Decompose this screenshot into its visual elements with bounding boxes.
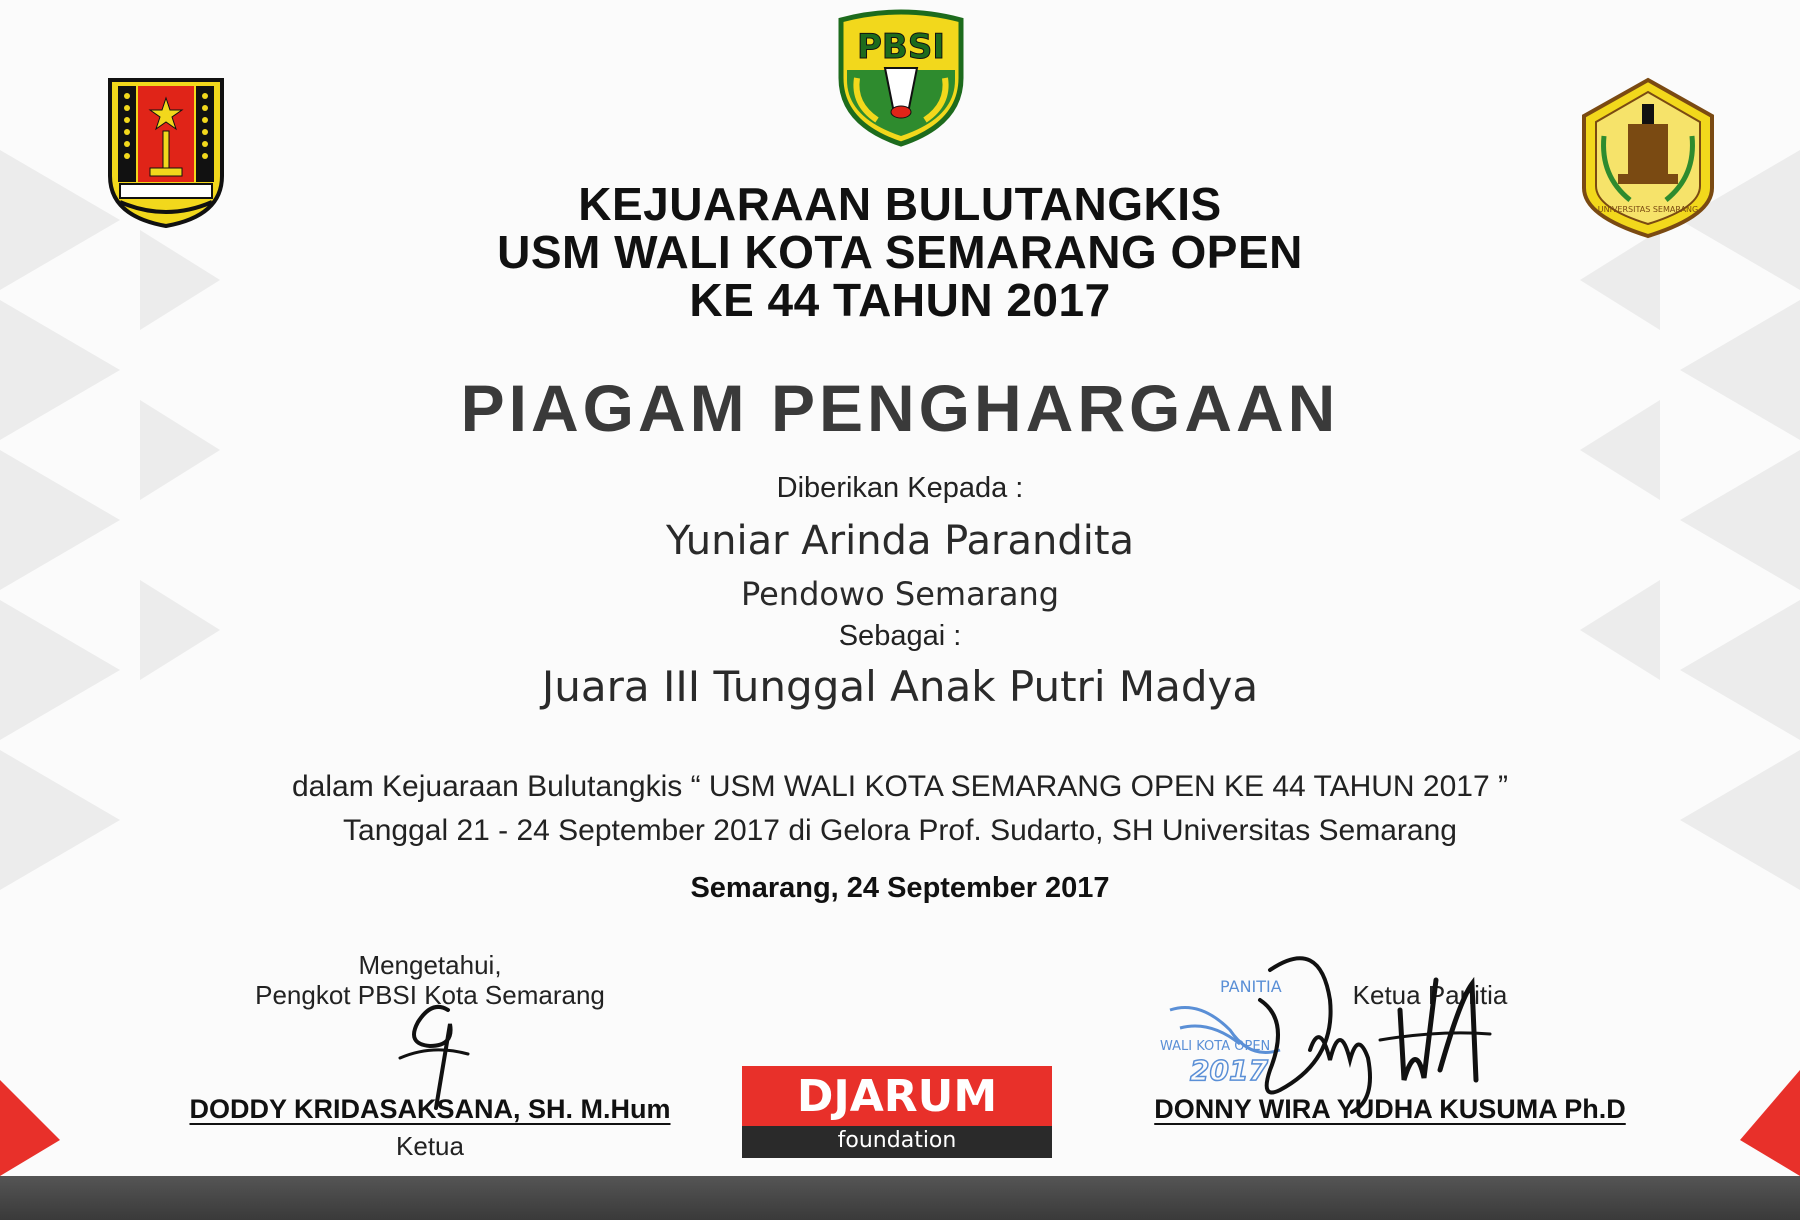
as-label: Sebagai :	[838, 620, 962, 652]
stamp-text-year: 2017	[1190, 1054, 1268, 1087]
left-signatory-role: Ketua	[396, 1131, 464, 1161]
left-signatory-caption-1: Mengetahui,	[358, 950, 502, 980]
pbsi-emblem-icon	[833, 8, 969, 148]
event-title	[0, 180, 1800, 324]
description-line-1: dalam Kejuaraan Bulutangkis “ USM WALI KOTA SEMARANG OPEN KE 44 TAHUN 2017 ”	[291, 770, 1508, 803]
right-signatory-name: DONNY WIRA YUDHA KUSUMA Ph.D	[1154, 1094, 1626, 1124]
stamp-text-top: PANITIA	[1220, 977, 1282, 996]
event-title-line-2: USM WALI KOTA SEMARANG OPEN	[497, 226, 1303, 278]
usm-emblem-text: UNIVERSITAS SEMARANG	[1597, 205, 1699, 214]
sponsor-subtitle: foundation	[742, 1126, 1052, 1158]
event-title-line-1: KEJUARAAN BULUTANGKIS	[578, 178, 1222, 230]
bottom-band	[0, 1176, 1800, 1220]
svg-text:PBSI: PBSI	[857, 27, 945, 67]
given-to-label: Diberikan Kepada :	[776, 472, 1024, 504]
right-signatory-caption: Ketua Panitia	[1352, 980, 1508, 1010]
right-signature-icon	[1240, 940, 1500, 1130]
recipient-club: Pendowo Semarang	[740, 575, 1060, 613]
left-signature-icon	[392, 1000, 472, 1110]
left-signatory-caption-2: Pengkot PBSI Kota Semarang	[255, 980, 605, 1010]
place-date: Semarang, 24 September 2017	[690, 872, 1110, 904]
event-title-line-3: KE 44 TAHUN 2017	[689, 274, 1111, 326]
sponsor-name: DJARUM	[742, 1066, 1052, 1126]
sponsor-logo	[742, 1066, 1052, 1158]
description-line-2: Tanggal 21 - 24 September 2017 di Gelora Prof. Sudarto, SH Universitas Semarang	[343, 814, 1457, 847]
recipient-name: Yuniar Arinda Parandita	[665, 518, 1135, 564]
achievement: Juara III Tunggal Anak Putri Madya	[541, 662, 1259, 711]
left-signatory-name: DODDY KRIDASAKSANA, SH. M.Hum	[189, 1094, 671, 1124]
award-title: PIAGAM PENGHARGAAN	[460, 371, 1340, 445]
stamp-text-mid: WALI KOTA OPEN	[1160, 1039, 1271, 1054]
